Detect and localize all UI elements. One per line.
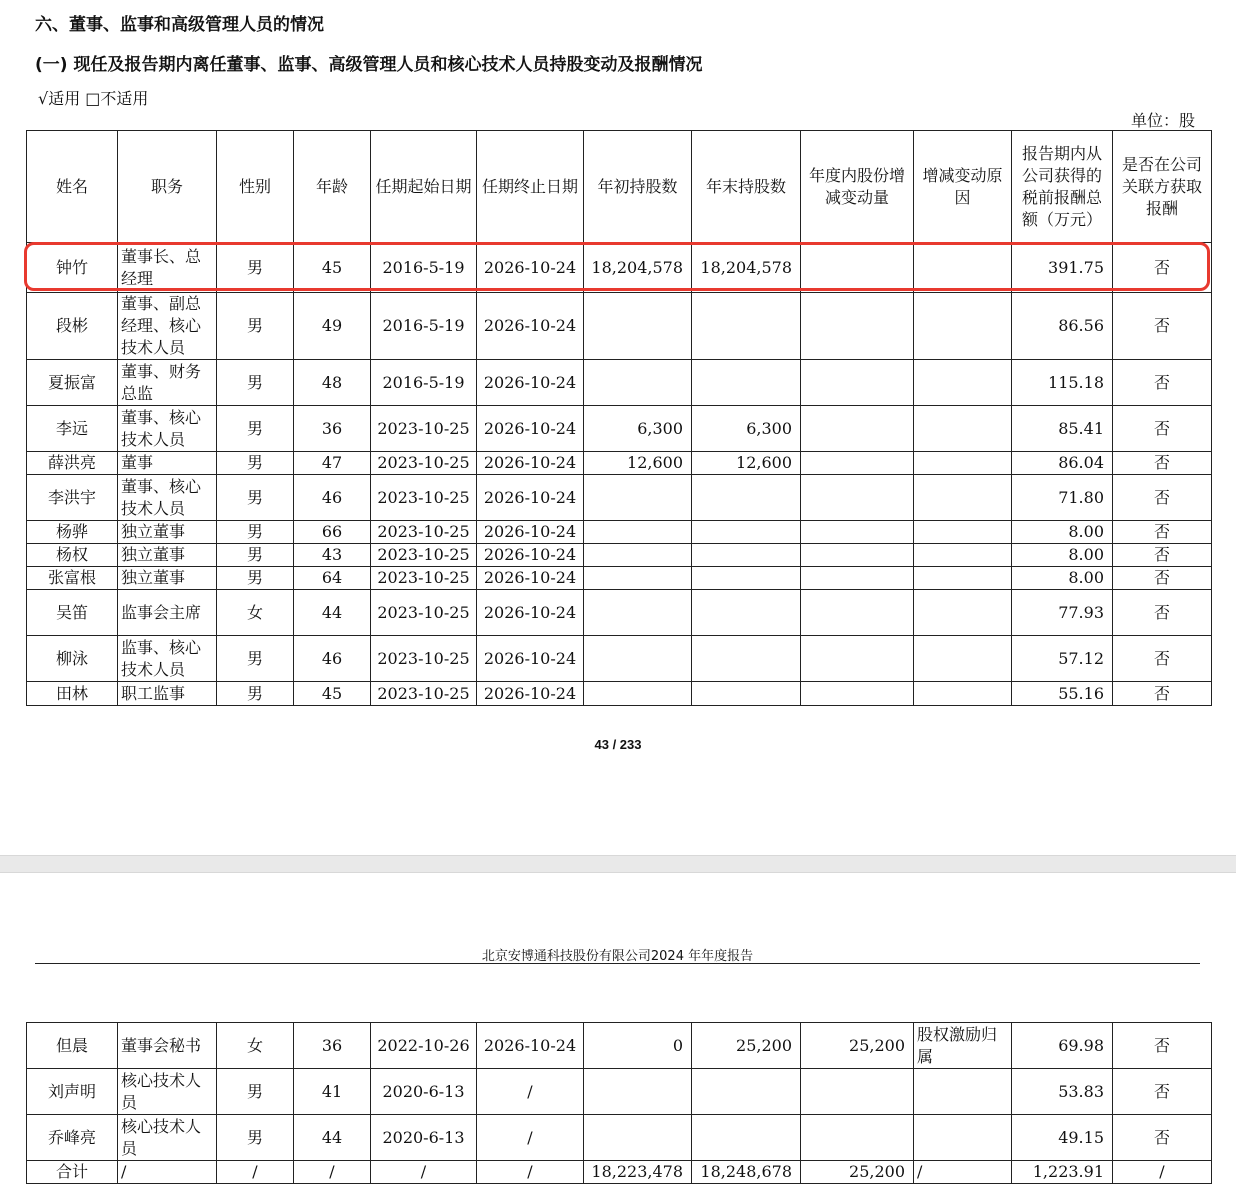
table-cell: 115.18 [1012, 360, 1113, 406]
table-cell: 2023-10-25 [371, 544, 477, 567]
table-cell: 45 [294, 243, 371, 293]
table-cell [914, 682, 1012, 706]
table-cell: 2026-10-24 [477, 567, 584, 590]
table-cell: 391.75 [1012, 243, 1113, 293]
table-cell [584, 1069, 692, 1115]
table-cell: 49 [294, 293, 371, 360]
table-cell: 钟竹 [27, 243, 118, 293]
table-row [27, 293, 1212, 360]
table-cell: 48 [294, 360, 371, 406]
table-cell: / [1113, 1161, 1212, 1184]
table-row [27, 1161, 1212, 1184]
table-cell [801, 452, 914, 475]
table-cell [584, 682, 692, 706]
page-number: 43 / 233 [594, 737, 642, 752]
table-cell [692, 567, 801, 590]
section-title: 六、董事、监事和高级管理人员的情况 [35, 15, 324, 35]
table-cell: 否 [1113, 1023, 1212, 1069]
table-cell: 2020-6-13 [371, 1069, 477, 1115]
table-cell [801, 567, 914, 590]
table-cell: 段彬 [27, 293, 118, 360]
table-cell: 2026-10-24 [477, 590, 584, 636]
table-cell: 12,600 [692, 452, 801, 475]
table-cell: 2023-10-25 [371, 590, 477, 636]
table-cell [584, 1115, 692, 1161]
table-cell: 股权激励归属 [914, 1023, 1012, 1069]
table-row [27, 544, 1212, 567]
table-cell: 36 [294, 406, 371, 452]
table-cell: 45 [294, 682, 371, 706]
table-cell: 男 [217, 475, 294, 521]
table-cell: 薛洪亮 [27, 452, 118, 475]
table-cell: 2026-10-24 [477, 475, 584, 521]
table-cell: 2016-5-19 [371, 243, 477, 293]
table-cell [914, 1115, 1012, 1161]
table-cell: 男 [217, 293, 294, 360]
table-cell [584, 475, 692, 521]
table-cell: 6,300 [584, 406, 692, 452]
table-cell: 否 [1113, 590, 1212, 636]
column-header: 姓名 [27, 131, 118, 243]
table-cell: 否 [1113, 636, 1212, 682]
table-cell [692, 521, 801, 544]
table-cell: 合计 [27, 1161, 118, 1184]
table-cell [584, 293, 692, 360]
table-cell: 董事会秘书 [118, 1023, 217, 1069]
table-cell: 44 [294, 590, 371, 636]
table-cell [801, 360, 914, 406]
table-row [27, 406, 1212, 452]
table-cell [692, 1115, 801, 1161]
table-cell: 53.83 [1012, 1069, 1113, 1115]
column-header: 年初持股数 [584, 131, 692, 243]
table-cell: 李远 [27, 406, 118, 452]
table-cell: 2020-6-13 [371, 1115, 477, 1161]
table-cell: 张富根 [27, 567, 118, 590]
table-cell: 否 [1113, 406, 1212, 452]
column-header: 性别 [217, 131, 294, 243]
table-cell [584, 567, 692, 590]
table-cell: 杨骅 [27, 521, 118, 544]
table-cell: 0 [584, 1023, 692, 1069]
table-cell: 否 [1113, 544, 1212, 567]
table-row [27, 360, 1212, 406]
header-rule [35, 963, 1200, 964]
table-cell: 69.98 [1012, 1023, 1113, 1069]
table-cell [692, 475, 801, 521]
table-cell: 77.93 [1012, 590, 1113, 636]
table-cell: 董事 [118, 452, 217, 475]
table-cell: 57.12 [1012, 636, 1113, 682]
table-cell: 柳泳 [27, 636, 118, 682]
table-cell: 2023-10-25 [371, 682, 477, 706]
table-cell [801, 1115, 914, 1161]
table-cell: 2026-10-24 [477, 293, 584, 360]
table-cell [801, 1069, 914, 1115]
table-cell [584, 544, 692, 567]
table-row [27, 636, 1212, 682]
subsection-title: (一) 现任及报告期内离任董事、监事、高级管理人员和核心技术人员持股变动及报酬情况 [35, 55, 703, 75]
table-cell [801, 521, 914, 544]
column-header: 是否在公司关联方获取报酬 [1113, 131, 1212, 243]
table-cell: 36 [294, 1023, 371, 1069]
table-cell: 12,600 [584, 452, 692, 475]
table-cell [914, 452, 1012, 475]
table-cell: 55.16 [1012, 682, 1113, 706]
table-cell [584, 521, 692, 544]
table-cell: 2026-10-24 [477, 682, 584, 706]
table-cell: 核心技术人员 [118, 1115, 217, 1161]
table-cell [584, 636, 692, 682]
highlight-box [24, 242, 1210, 291]
table-cell: 8.00 [1012, 544, 1113, 567]
table-cell: 否 [1113, 682, 1212, 706]
table-cell: 否 [1113, 1069, 1212, 1115]
table-cell: 否 [1113, 360, 1212, 406]
table-cell: 49.15 [1012, 1115, 1113, 1161]
table-cell [692, 636, 801, 682]
table-cell: 但晨 [27, 1023, 118, 1069]
table-cell: 董事、核心技术人员 [118, 475, 217, 521]
table-cell: 43 [294, 544, 371, 567]
table-cell: 18,223,478 [584, 1161, 692, 1184]
table-cell: 否 [1113, 475, 1212, 521]
table-cell: 职工监事 [118, 682, 217, 706]
table-cell [801, 475, 914, 521]
table-row [27, 1115, 1212, 1161]
table-cell: 李洪宇 [27, 475, 118, 521]
table-cell: 独立董事 [118, 521, 217, 544]
table-cell [801, 682, 914, 706]
table-cell [692, 360, 801, 406]
table-cell [914, 293, 1012, 360]
table-cell [914, 636, 1012, 682]
table-cell: 41 [294, 1069, 371, 1115]
table-row [27, 521, 1212, 544]
table-cell: 监事、核心技术人员 [118, 636, 217, 682]
unit-label: 单位：股 [1131, 111, 1196, 130]
table-cell [801, 544, 914, 567]
column-header: 报告期内从公司获得的税前报酬总额（万元） [1012, 131, 1113, 243]
table-cell [692, 293, 801, 360]
table-cell: 18,204,578 [584, 243, 692, 293]
table-cell: 否 [1113, 521, 1212, 544]
table-cell: 2023-10-25 [371, 406, 477, 452]
table-cell: 2026-10-24 [477, 406, 584, 452]
personnel-table-continued [26, 1022, 1212, 1184]
table-cell: 杨权 [27, 544, 118, 567]
table-row [27, 1069, 1212, 1115]
table-cell [584, 360, 692, 406]
table-cell [914, 521, 1012, 544]
table-cell: 男 [217, 636, 294, 682]
table-cell: 8.00 [1012, 521, 1113, 544]
table-cell: 2016-5-19 [371, 293, 477, 360]
table-cell: 18,204,578 [692, 243, 801, 293]
table-cell [914, 475, 1012, 521]
table-cell: 董事、财务总监 [118, 360, 217, 406]
table-cell: 8.00 [1012, 567, 1113, 590]
table-cell: 男 [217, 521, 294, 544]
table-cell [914, 590, 1012, 636]
table-cell: 男 [217, 1115, 294, 1161]
table-cell [914, 360, 1012, 406]
table-cell: 86.56 [1012, 293, 1113, 360]
table-row [27, 567, 1212, 590]
table-cell: 吴笛 [27, 590, 118, 636]
column-header: 任期起始日期 [371, 131, 477, 243]
table-cell [801, 293, 914, 360]
table-cell: 64 [294, 567, 371, 590]
table-cell: / [294, 1161, 371, 1184]
table-cell: / [914, 1161, 1012, 1184]
table-cell: 夏振富 [27, 360, 118, 406]
table-cell: 男 [217, 1069, 294, 1115]
table-cell: 否 [1113, 452, 1212, 475]
table-cell: 否 [1113, 243, 1212, 293]
table-row [27, 590, 1212, 636]
table-cell: 监事会主席 [118, 590, 217, 636]
table-cell: 男 [217, 360, 294, 406]
table-cell: 男 [217, 544, 294, 567]
table-cell: 2022-10-26 [371, 1023, 477, 1069]
table-cell: / [118, 1161, 217, 1184]
table-cell: 独立董事 [118, 567, 217, 590]
table-cell: 独立董事 [118, 544, 217, 567]
table-row [27, 475, 1212, 521]
table-cell [692, 682, 801, 706]
table-cell: 86.04 [1012, 452, 1113, 475]
table-cell: 2026-10-24 [477, 243, 584, 293]
table-cell: 男 [217, 406, 294, 452]
table-cell: 否 [1113, 293, 1212, 360]
table-cell: 乔峰亮 [27, 1115, 118, 1161]
table-cell: 男 [217, 682, 294, 706]
table-cell: 2023-10-25 [371, 636, 477, 682]
table-cell: 否 [1113, 1115, 1212, 1161]
table-cell: 2026-10-24 [477, 360, 584, 406]
table-cell: 2023-10-25 [371, 567, 477, 590]
table-cell: 2026-10-24 [477, 1023, 584, 1069]
table-cell: 董事、副总经理、核心技术人员 [118, 293, 217, 360]
table-cell: 2023-10-25 [371, 452, 477, 475]
table-cell: / [477, 1069, 584, 1115]
table-cell: 1,223.91 [1012, 1161, 1113, 1184]
table-row [27, 682, 1212, 706]
table-cell: / [477, 1161, 584, 1184]
applicability-checkbox: √适用 □不适用 [38, 89, 149, 108]
column-header: 任期终止日期 [477, 131, 584, 243]
table-cell: 2026-10-24 [477, 521, 584, 544]
table-cell: / [477, 1115, 584, 1161]
table-cell: 田林 [27, 682, 118, 706]
table-cell: 女 [217, 590, 294, 636]
table-cell: 2026-10-24 [477, 544, 584, 567]
table-cell: 2023-10-25 [371, 521, 477, 544]
table-cell: / [371, 1161, 477, 1184]
column-header: 增减变动原因 [914, 131, 1012, 243]
table-cell: 男 [217, 567, 294, 590]
table-cell: 25,200 [801, 1161, 914, 1184]
table-cell [801, 636, 914, 682]
personnel-table [26, 130, 1212, 706]
table-cell [914, 567, 1012, 590]
table-cell: 董事、核心技术人员 [118, 406, 217, 452]
table-cell: 46 [294, 475, 371, 521]
table-cell: 男 [217, 243, 294, 293]
table-cell: 2026-10-24 [477, 452, 584, 475]
table-cell: / [217, 1161, 294, 1184]
table-cell [801, 406, 914, 452]
table-cell [584, 590, 692, 636]
table-cell: 2016-5-19 [371, 360, 477, 406]
table-cell: 66 [294, 521, 371, 544]
table-cell [692, 1069, 801, 1115]
table-cell: 2023-10-25 [371, 475, 477, 521]
table-header-row [27, 131, 1212, 243]
table-cell [914, 1069, 1012, 1115]
table-cell [914, 544, 1012, 567]
table-cell: 6,300 [692, 406, 801, 452]
table-cell: 18,248,678 [692, 1161, 801, 1184]
column-header: 年龄 [294, 131, 371, 243]
column-header: 年末持股数 [692, 131, 801, 243]
table-cell: 刘声明 [27, 1069, 118, 1115]
column-header: 职务 [118, 131, 217, 243]
table-cell [692, 590, 801, 636]
table-cell: 25,200 [692, 1023, 801, 1069]
running-header: 北京安博通科技股份有限公司2024 年年度报告 [481, 949, 754, 964]
table-cell [692, 544, 801, 567]
table-cell: 47 [294, 452, 371, 475]
table-cell: 2026-10-24 [477, 636, 584, 682]
table-cell: 46 [294, 636, 371, 682]
table-cell: 董事长、总经理 [118, 243, 217, 293]
table-cell: 25,200 [801, 1023, 914, 1069]
table-cell: 44 [294, 1115, 371, 1161]
table-cell: 女 [217, 1023, 294, 1069]
table-row [27, 452, 1212, 475]
table-cell [801, 590, 914, 636]
table-cell: 否 [1113, 567, 1212, 590]
table-cell: 71.80 [1012, 475, 1113, 521]
table-row [27, 1023, 1212, 1069]
table-cell [914, 406, 1012, 452]
table-cell: 男 [217, 452, 294, 475]
column-header: 年度内股份增减变动量 [801, 131, 914, 243]
table-cell: 核心技术人员 [118, 1069, 217, 1115]
page-gap [0, 855, 1236, 873]
table-cell: 85.41 [1012, 406, 1113, 452]
